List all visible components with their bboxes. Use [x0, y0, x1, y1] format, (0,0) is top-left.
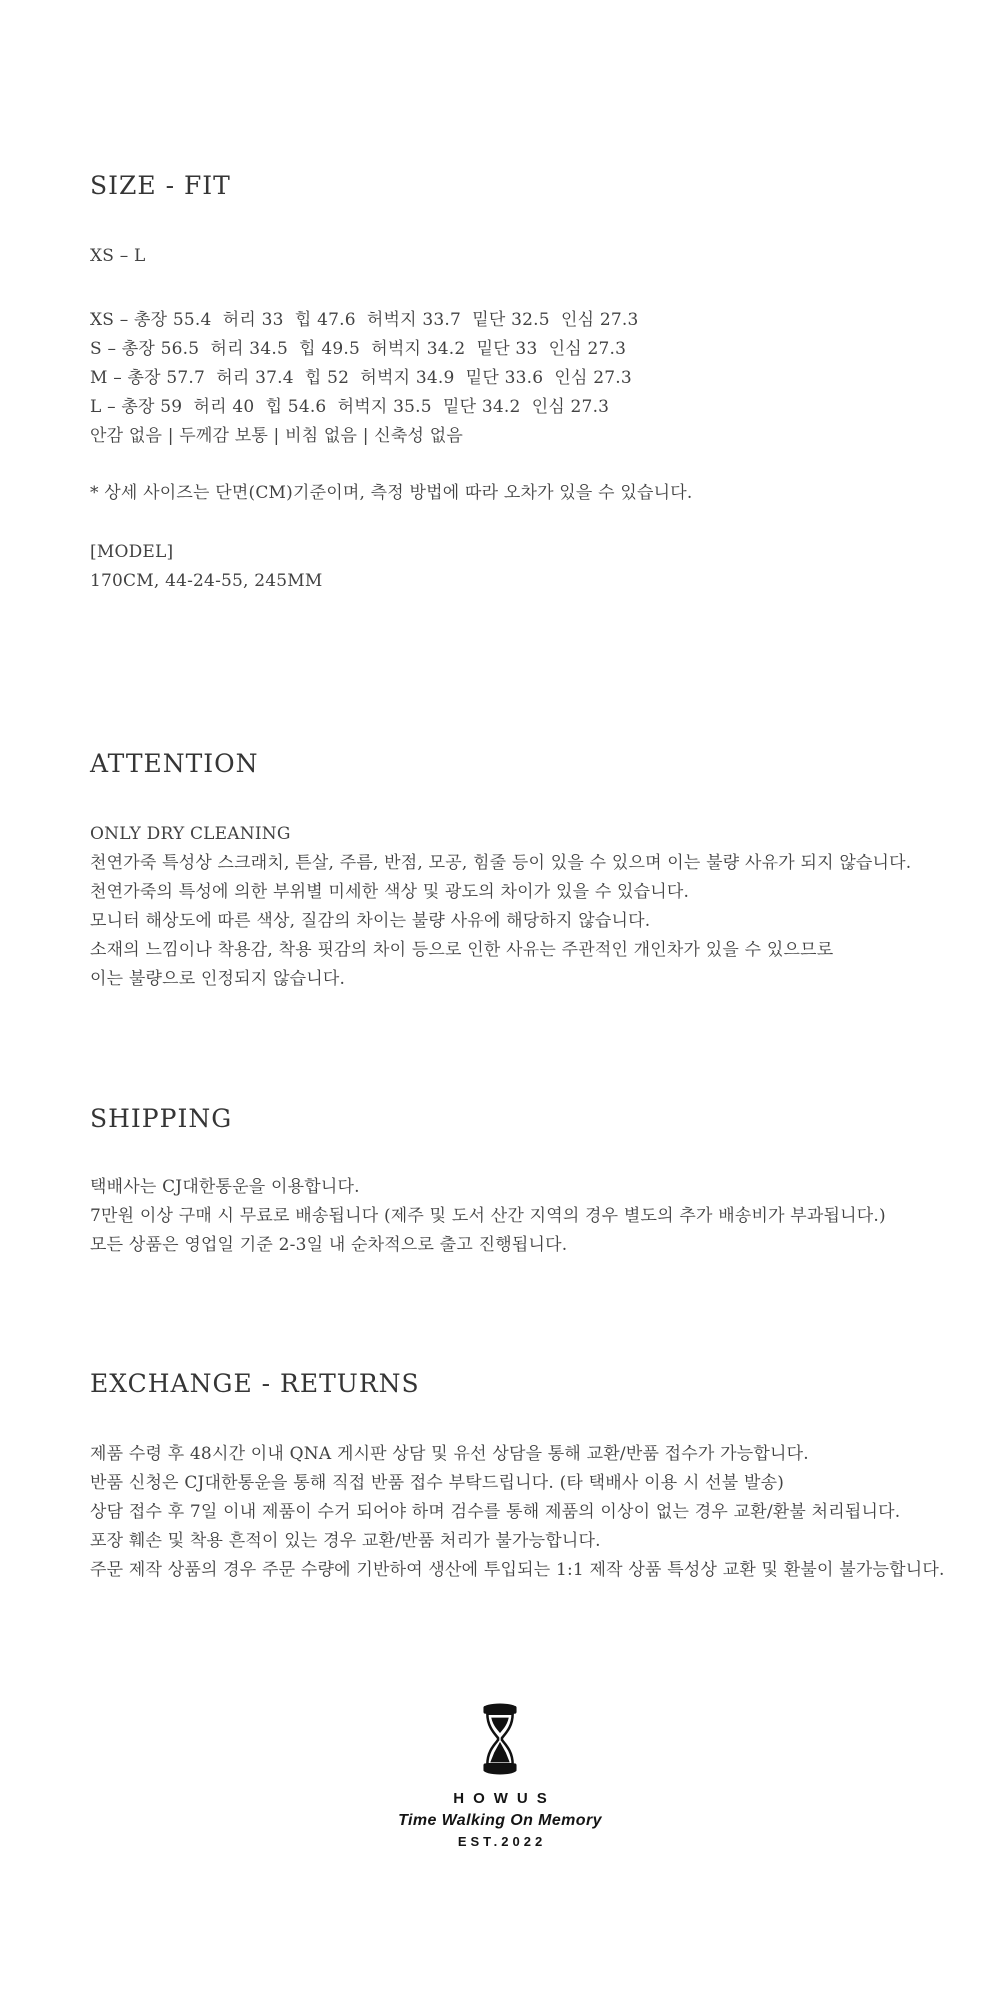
exchange-body [90, 1440, 970, 1585]
exchange-line: 포장 훼손 및 착용 흔적이 있는 경우 교환/반품 처리가 불가능합니다. [90, 1531, 601, 1551]
attention-line: 이는 불량으로 인정되지 않습니다. [90, 969, 346, 989]
brand-footer [0, 1703, 1000, 1850]
hourglass-icon [480, 1703, 520, 1775]
size-line-s: S – 총장 56.5 허리 34.5 힙 49.5 허벅지 34.2 밑단 33 인심 27.3 [90, 339, 627, 359]
exchange-returns-title: EXCHANGE - RETURNS [90, 1369, 420, 1398]
model-label: [MODEL] [90, 542, 174, 562]
attention-body [90, 820, 970, 994]
brand-slogan: Time Walking On Memory [398, 1812, 602, 1829]
size-range: XS – L [90, 246, 146, 266]
model-spec: 170CM, 44-24-55, 245MM [90, 571, 323, 591]
attention-line: 소재의 느낌이나 착용감, 착용 핏감의 차이 등으로 인한 사유는 주관적인 개인차가 있을 수 있으므로 [90, 940, 834, 960]
section-shipping [90, 1103, 970, 1260]
attention-line: 모니터 해상도에 따른 색상, 질감의 차이는 불량 사유에 해당하지 않습니다. [90, 911, 651, 931]
size-fit-title: SIZE - FIT [90, 171, 231, 200]
shipping-line: 택배사는 CJ대한통운을 이용합니다. [90, 1177, 360, 1197]
section-size-fit [90, 170, 970, 596]
exchange-line: 상담 접수 후 7일 이내 제품이 수거 되어야 하며 검수를 통해 제품의 이상이 없는 경우 교환/환불 처리됩니다. [90, 1502, 901, 1522]
section-attention [90, 748, 970, 994]
size-note: * 상세 사이즈는 단면(CM)기준이며, 측정 방법에 따라 오차가 있을 수 있습니다. [90, 483, 693, 503]
size-line-l: L – 총장 59 허리 40 힙 54.6 허벅지 35.5 밑단 34.2 인심 27.3 [90, 397, 610, 417]
attention-line: 천연가죽의 특성에 의한 부위별 미세한 색상 및 광도의 차이가 있을 수 있습니다. [90, 882, 690, 902]
brand-name: HOWUS [453, 1790, 556, 1807]
care-instruction: ONLY DRY CLEANING [90, 824, 291, 844]
section-exchange-returns [90, 1368, 970, 1585]
shipping-line: 7만원 이상 구매 시 무료로 배송됩니다 (제주 및 도서 산간 지역의 경우 별도의 추가 배송비가 부과됩니다.) [90, 1206, 886, 1226]
size-line-xs: XS – 총장 55.4 허리 33 힙 47.6 허벅지 33.7 밑단 32.5 인심 27.3 [90, 310, 639, 330]
shipping-line: 모든 상품은 영업일 기준 2-3일 내 순차적으로 출고 진행됩니다. [90, 1235, 568, 1255]
shipping-body [90, 1173, 970, 1260]
attention-line: 천연가죽 특성상 스크래치, 튼살, 주름, 반점, 모공, 힘줄 등이 있을 수 있으며 이는 불량 사유가 되지 않습니다. [90, 853, 912, 873]
size-measurements [90, 306, 970, 451]
model-info [90, 538, 970, 596]
exchange-line: 주문 제작 상품의 경우 주문 수량에 기반하여 생산에 투입되는 1:1 제작 상품 특성상 교환 및 환불이 불가능합니다. [90, 1560, 945, 1580]
attention-title: ATTENTION [90, 749, 259, 778]
brand-established: EST.2022 [457, 1834, 547, 1849]
size-line-m: M – 총장 57.7 허리 37.4 힙 52 허벅지 34.9 밑단 33.6 인심 27.3 [90, 368, 632, 388]
shipping-title: SHIPPING [90, 1104, 233, 1133]
exchange-line: 반품 신청은 CJ대한통운을 통해 직접 반품 접수 부탁드립니다. (타 택배사 이용 시 선불 발송) [90, 1473, 785, 1493]
exchange-line: 제품 수령 후 48시간 이내 QNA 게시판 상담 및 유선 상담을 통해 교환/반품 접수가 가능합니다. [90, 1444, 809, 1464]
fabric-properties: 안감 없음 | 두께감 보통 | 비침 없음 | 신축성 없음 [90, 426, 464, 446]
